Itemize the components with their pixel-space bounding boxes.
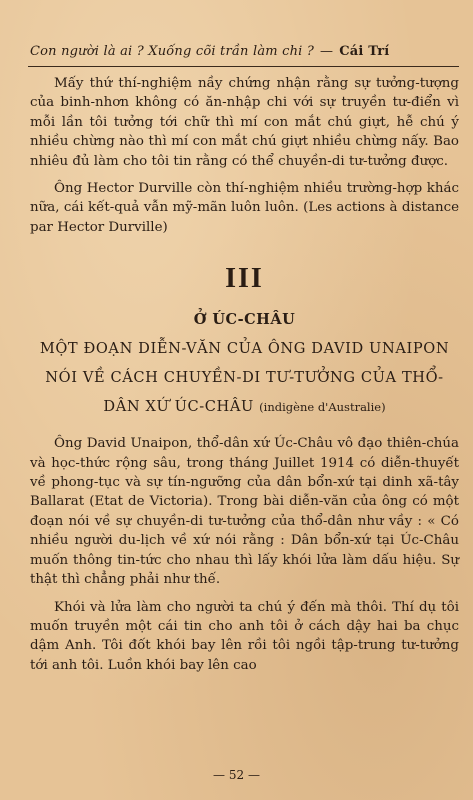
chapter-number: III	[225, 263, 264, 295]
section-region-heading: Ở ÚC-CHÂU	[193, 311, 296, 329]
paragraph-hector-durville: Ông Hector Durville còn thí-nghiệm nhiều trường-hợp khác nữa, cái kết-quả vẫn mỹ-mãn luôn luôn. (Les actions à distance par Hector Durville)	[30, 181, 459, 235]
page-body	[30, 72, 459, 675]
header-title: Con người là ai ? Xuống cõi trần làm chi ?	[30, 44, 315, 59]
section-title-line-text: DÂN XỨ ÚC-CHÂU	[103, 398, 254, 416]
running-header	[30, 44, 459, 59]
header-rule	[28, 66, 459, 67]
section-title-line: MỘT ĐOẠN DIỄN-VĂN CỦA ÔNG DAVID UNAIPON	[39, 340, 450, 358]
section-title-line: NÓI VỀ CÁCH CHUYỀN-DI TƯ-TƯỞNG CỦA THỔ-	[45, 369, 444, 387]
header-separator: —	[320, 44, 334, 59]
section-title-line	[30, 392, 459, 422]
paragraph-smoke-signals: Khói và lửa làm cho người ta chú ý đến mà thôi. Thí dụ tôi muốn truyền một cái tin cho anh tôi ở cách dậy hai ba chục dậm Anh. Tôi đốt khói bay lên rồi tôi ngồi tập-trung tư-tưởng tới anh tôi. Luồn khói bay lên cao	[30, 599, 459, 673]
page-number: — 52 —	[213, 768, 260, 782]
paragraph-david-unaipon: Ông David Unaipon, thổ-dân xứ Úc-Châu vô đạo thiên-chúa và học-thức rộng sâu, trong tháng Juillet 1914 có diễn-thuyết về phong-tục và sự tín-ngưỡng của dân bổn-xứ tại dinh xã-tây Ballarat (Etat de Victoria). Trong bài diễn-văn của ông có một đoạn nói về sự chuyền-di tư-tưởng của thổ-dân như vầy : « Có nhiều người du-lịch về xứ nói rằng : Dân bổn-xứ tại Úc-Châu muốn thông tin-tức cho nhau thì lấy khói lửa làm dấu hiệu. Sự thật thì chẳng phải như thế.	[30, 436, 459, 588]
section-title-note: (indigène d'Australie)	[259, 400, 386, 415]
section-title	[30, 334, 459, 422]
paragraph-experiment-conclusion: Mấy thứ thí-nghiệm nầy chứng nhận rằng sự tưởng-tượng của binh-nhơn không có ăn-nhập chi với sự truyền tư-điển vì mỗi lần tôi tưởng tới chữ thì mí con mắt chú giựt, hễ chú ý nhiều chừng nào thì mí con mắt chú giựt nhiều chừng nấy. Bao nhiêu đủ làm cho tôi tin rằng có thể chuyền-di tư-tưởng được.	[30, 76, 459, 169]
header-author: Cái Trí	[339, 44, 390, 59]
